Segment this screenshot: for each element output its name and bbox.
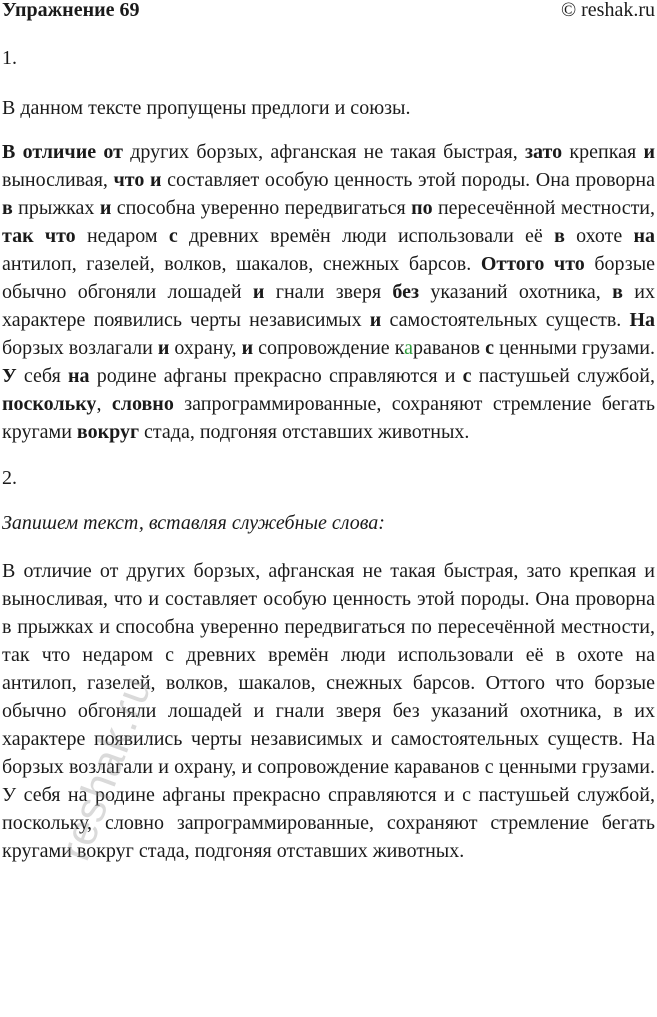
function-word: в — [2, 197, 13, 219]
function-word: словно — [111, 393, 174, 415]
function-word: и — [252, 281, 265, 303]
section-1-text — [2, 138, 657, 446]
section-1-intro: В данном тексте пропущены предлоги и союзы. — [2, 97, 411, 119]
text-fragment: охрану, — [169, 337, 242, 359]
function-word: по — [411, 197, 433, 219]
text-fragment: пересечённой местности, — [432, 197, 656, 219]
function-word: с — [485, 337, 495, 359]
text-fragment: недаром — [75, 225, 169, 247]
function-word: и — [99, 197, 112, 219]
section-2-number: 2. — [2, 467, 17, 489]
function-word: и — [157, 337, 170, 359]
text-fragment: запрограммированные, сохраняют стремление бегать кругами — [2, 393, 656, 443]
function-word: в — [554, 225, 565, 247]
text-fragment: крепкая — [562, 141, 644, 163]
function-word: У — [2, 365, 17, 387]
function-word: с — [168, 225, 178, 247]
function-word: вокруг — [76, 421, 140, 443]
text-fragment: самостоятельных существ. — [381, 309, 630, 331]
exercise-title: Упражнение 69 — [2, 0, 140, 21]
function-word: На — [629, 309, 655, 331]
text-fragment: охоте — [564, 225, 634, 247]
function-word: с — [462, 365, 472, 387]
text-fragment: древних времён люди использовали её — [177, 225, 555, 247]
function-word: зато — [525, 141, 563, 163]
function-word: так что — [2, 225, 76, 247]
function-word: Оттого что — [480, 253, 585, 275]
function-word: на — [67, 365, 90, 387]
function-word: и — [369, 309, 382, 331]
section-2-text: В отличие от других борзых, афганская не такая быстрая, зато крепкая и выносливая, что и составляет особую ценность этой породы. Она проворна в прыжках и способна уверенно передвигаться по пересечённой местности, так что недаром с древних времён люди использовали её в охоте на антилоп, газелей, волков, шакалов, снежных барсов. Оттого что борзые обычно обгоняли лошадей и гнали зверя без указаний охотника, в их характере появились черты независимых и самостоятельных существ. На борзых возлагали и охрану, и сопровождение караванов с ценными грузами. У себя на родине афганы прекрасно справляются и с пастушьей службой, поскольку, словно запрограммированные, сохраняют стремление бегать кругами вокруг стада, подгоняя отставших животных. — [2, 560, 655, 862]
function-word: и — [241, 337, 254, 359]
text-fragment: других борзых, афганская не такая быстрая, — [122, 141, 526, 163]
text-fragment: борзых возлагали — [2, 337, 158, 359]
function-word: на — [633, 225, 655, 247]
text-fragment: указаний охотника, — [419, 281, 613, 303]
text-fragment: составляет особую ценность этой породы. Она проворна — [161, 169, 655, 191]
function-word: В отличие от — [2, 141, 123, 163]
text-fragment: способна уверенно передвигаться — [111, 197, 412, 219]
text-fragment: , — [96, 393, 112, 415]
function-word: что и — [113, 169, 162, 191]
text-fragment: раванов — [413, 337, 486, 359]
function-word: и — [643, 141, 655, 163]
section-1-number: 1. — [2, 47, 17, 69]
text-fragment: стада, подгоняя отставших животных. — [139, 421, 470, 443]
function-word: поскольку — [2, 393, 97, 415]
text-fragment: выносливая, — [2, 169, 114, 191]
text-fragment: антилоп, газелей, волков, шакалов, снежных барсов. — [2, 253, 481, 275]
function-word: в — [612, 281, 623, 303]
section-2-instruction: Запишем текст, вставляя служебные слова: — [2, 512, 385, 534]
highlighted-letter: а — [404, 337, 414, 359]
text-fragment: сопровождение к — [253, 337, 405, 359]
text-fragment: себя — [16, 365, 68, 387]
text-fragment: прыжках — [12, 197, 100, 219]
text-fragment: пастушьей службой, — [471, 365, 656, 387]
function-word: без — [392, 281, 420, 303]
text-fragment: их характере появились черты независимых — [2, 281, 655, 331]
site-credit: © reshak.ru — [560, 0, 655, 21]
text-fragment: борзые обычно обгоняли лошадей — [2, 253, 656, 303]
watermark: reshak.ru — [50, 669, 162, 867]
page-header — [2, 0, 657, 26]
text-fragment: ценными грузами. — [494, 337, 655, 359]
text-fragment: гнали зверя — [264, 281, 393, 303]
text-fragment: родине афганы прекрасно справляются и — [89, 365, 463, 387]
